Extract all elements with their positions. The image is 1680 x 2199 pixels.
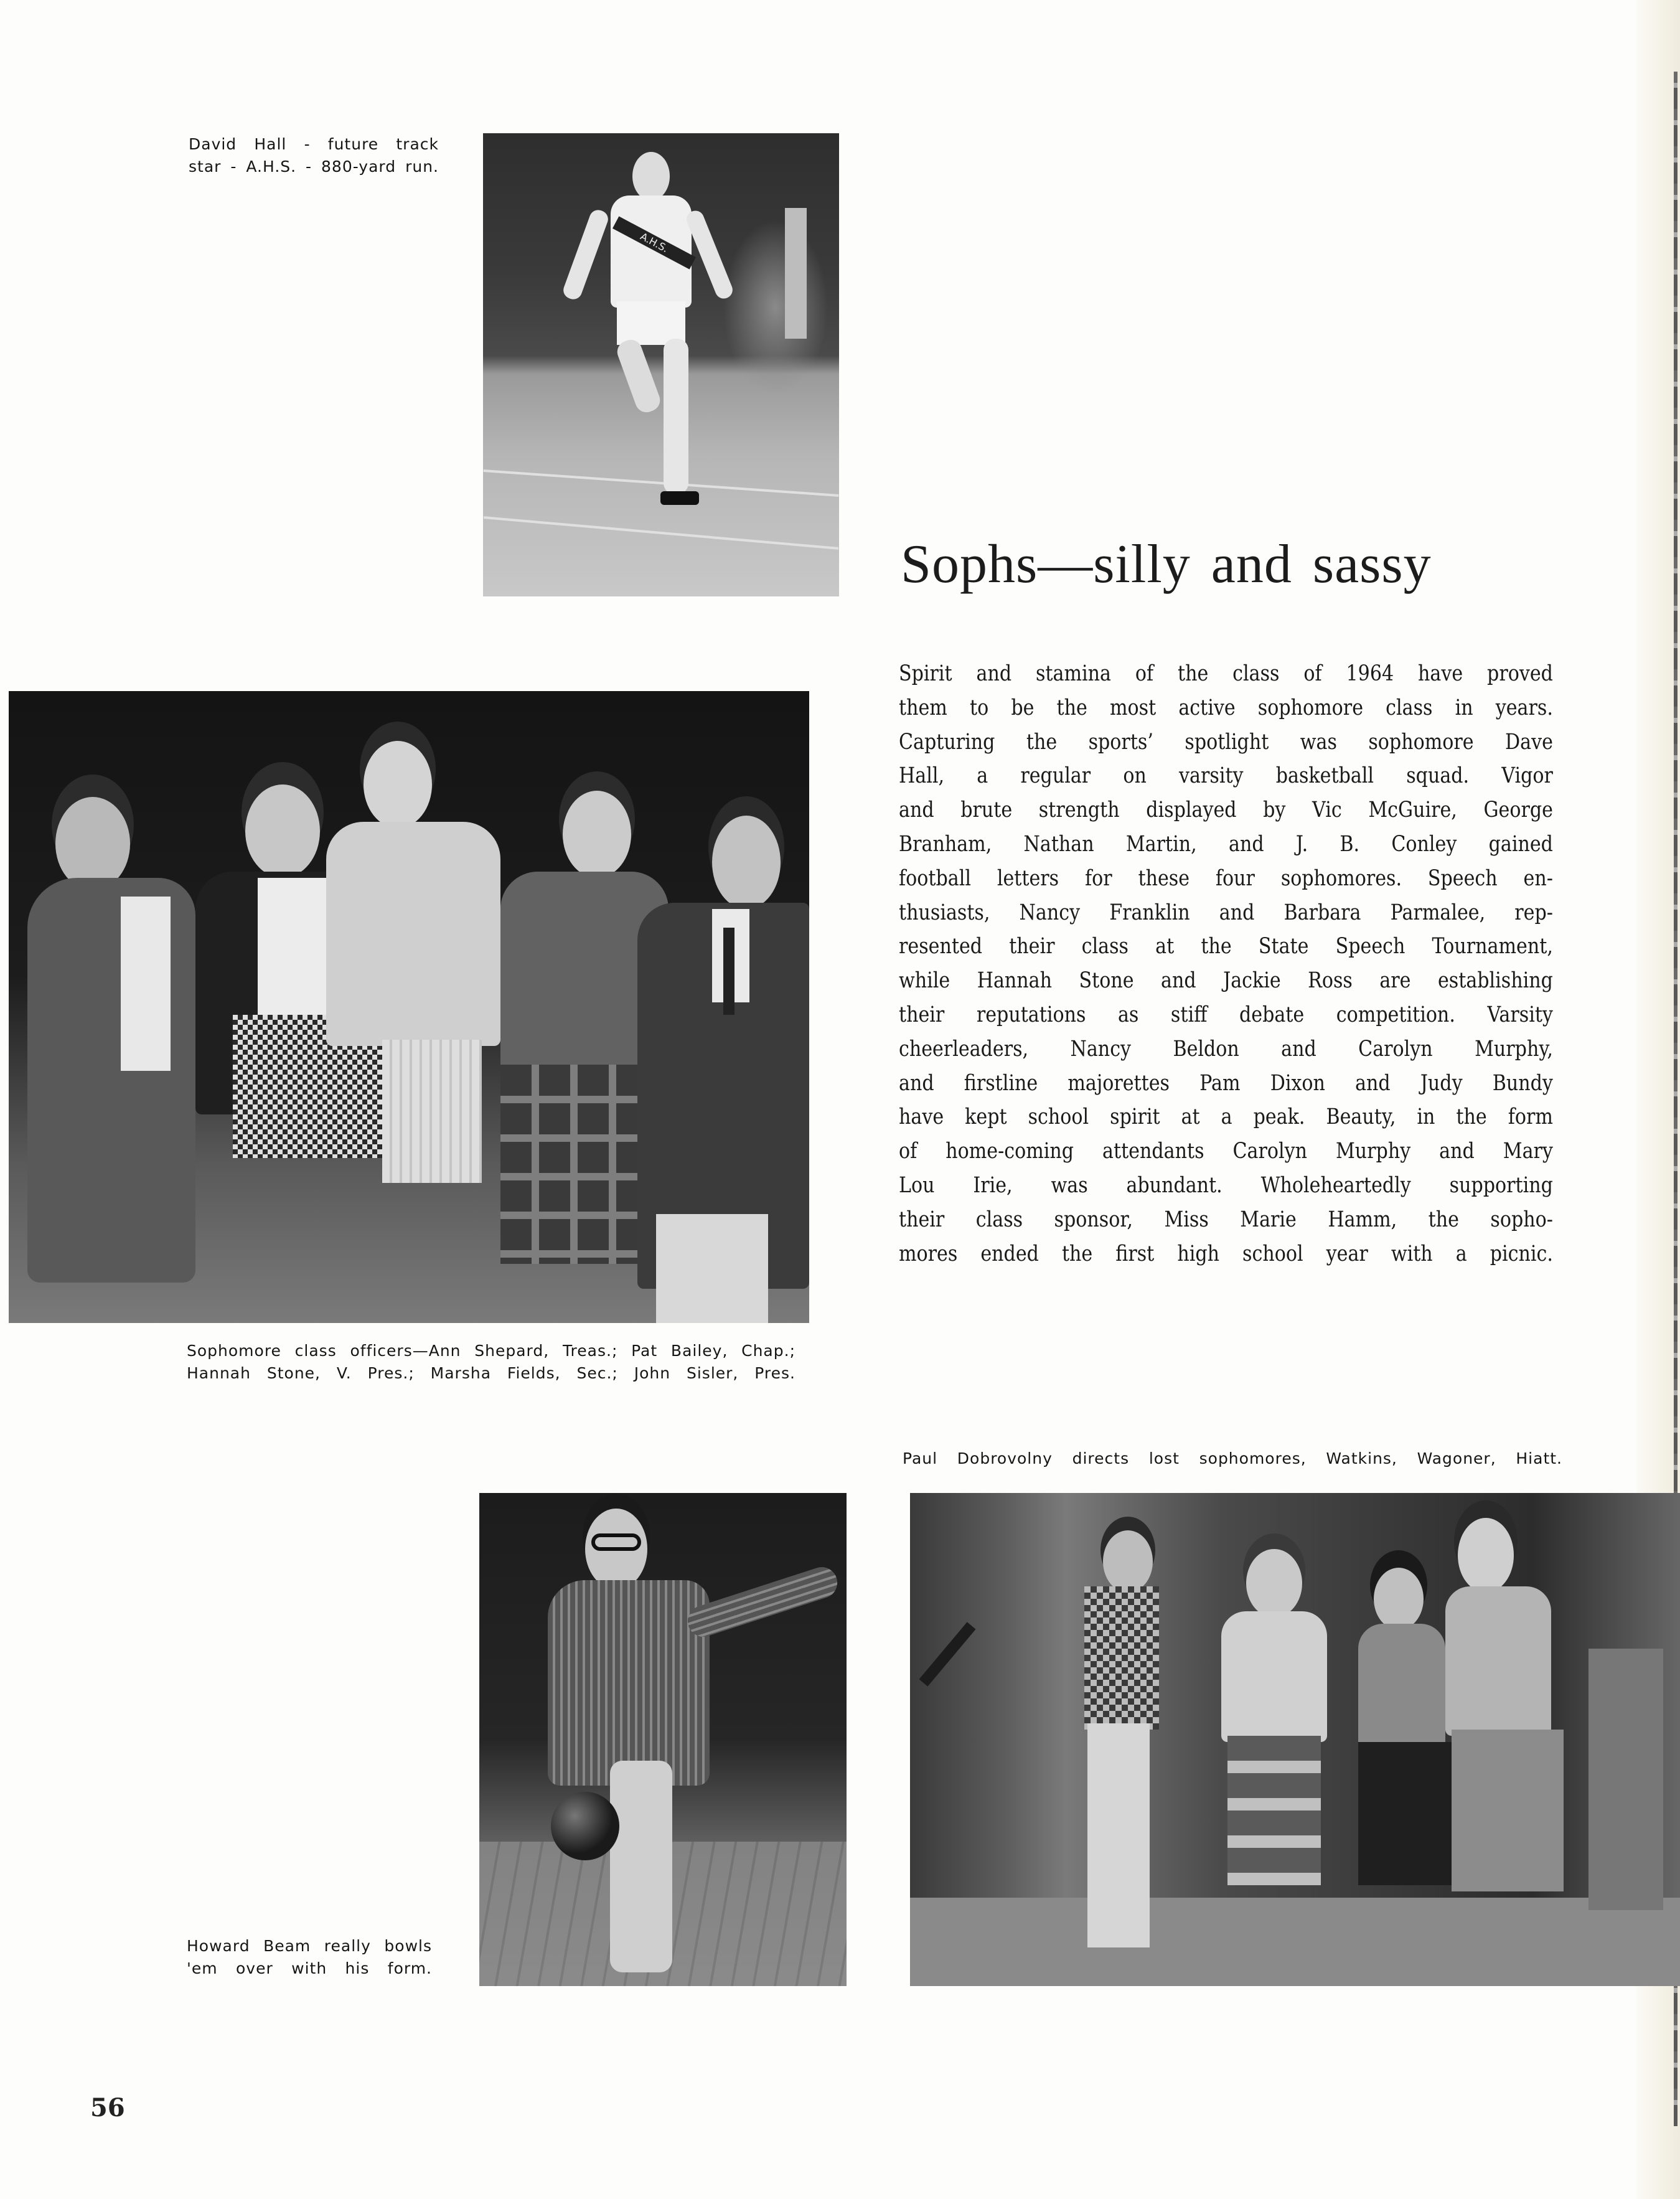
officer-5-head bbox=[712, 816, 781, 909]
body-line: Spirit and stamina of the class of 1964 have proved bbox=[899, 661, 1553, 686]
body-line: resented their class at the State Speech Tournament, bbox=[899, 934, 1553, 959]
body-line: them to be the most active sophomore class in years. bbox=[899, 695, 1553, 720]
article-body bbox=[899, 657, 1553, 1271]
runner-head bbox=[632, 152, 670, 200]
officer-5-pants bbox=[656, 1214, 768, 1323]
body-line: their class sponsor, Miss Marie Hamm, the sopho- bbox=[899, 1207, 1553, 1232]
body-line: and firstline majorettes Pam Dixon and Judy Bundy bbox=[899, 1070, 1553, 1096]
page-number: 56 bbox=[90, 2093, 125, 2122]
student-girl-1-head bbox=[1246, 1549, 1302, 1617]
runner-leg-left bbox=[614, 337, 664, 415]
lost-sophomores-caption: Paul Dobrovolny directs lost sophomores, Watkins, Wagoner, Hiatt. bbox=[903, 1449, 1562, 1467]
body-line: Branham, Nathan Martin, and J. B. Conley gained bbox=[899, 831, 1553, 857]
officer-1-head bbox=[55, 797, 130, 890]
track-caption-line-1: David Hall - future track bbox=[189, 135, 439, 153]
officer-3-cardigan bbox=[326, 822, 500, 1046]
student-boy-head bbox=[1103, 1530, 1153, 1593]
article-headline: Sophs—silly and sassy bbox=[901, 534, 1432, 595]
student-girl-1-skirt bbox=[1227, 1736, 1321, 1885]
body-line: football letters for these four sophomores. Speech en- bbox=[899, 865, 1553, 891]
body-line: their reputations as stiff debate competition. Varsity bbox=[899, 1002, 1553, 1027]
track-caption-line-2: star - A.H.S. - 880-yard run. bbox=[189, 158, 439, 176]
body-line: Hall, a regular on varsity basketball squad. Vigor bbox=[899, 763, 1553, 789]
bowler-glasses bbox=[591, 1533, 641, 1551]
track-lane-line bbox=[484, 516, 838, 550]
officer-4-head bbox=[563, 791, 631, 878]
student-girl-3-head bbox=[1458, 1518, 1514, 1593]
officer-5-tie bbox=[723, 928, 734, 1015]
body-line: while Hannah Stone and Jackie Ross are establishing bbox=[899, 968, 1553, 994]
student-girl-1-top bbox=[1221, 1611, 1327, 1742]
floor bbox=[910, 1898, 1680, 1986]
officer-4-skirt bbox=[500, 1065, 637, 1264]
student-girl-3-top bbox=[1445, 1586, 1551, 1736]
student-girl-3-skirt bbox=[1452, 1730, 1564, 1891]
body-line: cheerleaders, Nancy Beldon and Carolyn Murphy, bbox=[899, 1036, 1553, 1062]
student-girl-2-skirt bbox=[1358, 1742, 1452, 1885]
track-photo-caption bbox=[189, 133, 439, 178]
bowling-ball bbox=[551, 1792, 619, 1860]
sash-text: A.H.S. bbox=[638, 230, 670, 255]
lost-sophomores-photo bbox=[910, 1493, 1680, 1986]
stair-rail bbox=[919, 1622, 976, 1686]
runner-arm-left bbox=[561, 207, 610, 301]
bowler-pants bbox=[610, 1761, 672, 1972]
bowling-photo bbox=[479, 1493, 847, 1986]
officers-caption-line-1: Sophomore class officers—Ann Shepard, Treas.; Pat Bailey, Chap.; bbox=[187, 1342, 795, 1360]
class-officers-photo bbox=[9, 691, 809, 1323]
body-line: mores ended the first high school year with a picnic. bbox=[899, 1241, 1553, 1266]
tree-trunk bbox=[785, 208, 807, 339]
officer-3-skirt bbox=[382, 1040, 482, 1183]
officer-2-blouse bbox=[258, 878, 326, 1015]
student-boy-pants bbox=[1087, 1723, 1150, 1947]
student-girl-2-top bbox=[1358, 1624, 1445, 1748]
officers-caption-line-2: Hannah Stone, V. Pres.; Marsha Fields, Sec.; John Sisler, Pres. bbox=[187, 1364, 795, 1382]
bowling-caption-line-2: 'em over with his form. bbox=[187, 1959, 432, 1977]
body-line: Capturing the sports’ spotlight was sophomore Dave bbox=[899, 729, 1553, 755]
body-line: thusiasts, Nancy Franklin and Barbara Parmalee, rep- bbox=[899, 900, 1553, 925]
body-line: have kept school spirit at a peak. Beauty, in the form bbox=[899, 1104, 1553, 1130]
doorway bbox=[1588, 1649, 1663, 1910]
body-line: Lou Irie, was abundant. Wholeheartedly supporting bbox=[899, 1172, 1553, 1198]
officer-1-blouse bbox=[121, 897, 171, 1071]
student-boy-shirt bbox=[1084, 1586, 1159, 1730]
officers-caption bbox=[187, 1340, 795, 1385]
runner-leg-right bbox=[664, 339, 688, 494]
track-runner-photo bbox=[483, 133, 839, 596]
bowling-caption bbox=[187, 1935, 432, 1980]
officer-2-head bbox=[245, 784, 320, 878]
bowling-caption-line-1: Howard Beam really bowls bbox=[187, 1937, 432, 1955]
body-line: and brute strength displayed by Vic McGuire, George bbox=[899, 798, 1553, 823]
body-line: of home-coming attendants Carolyn Murphy and Mary bbox=[899, 1139, 1553, 1164]
bowler-shirt bbox=[548, 1580, 710, 1786]
officer-3-head bbox=[364, 741, 432, 828]
runner-shoe bbox=[660, 491, 699, 505]
student-girl-2-head bbox=[1374, 1568, 1424, 1630]
